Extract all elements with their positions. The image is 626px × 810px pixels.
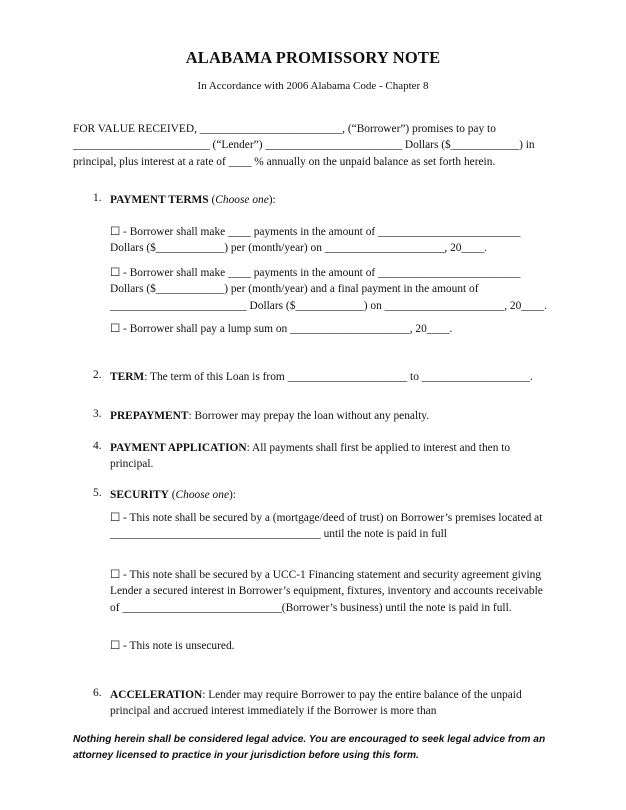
section-2-heading: TERM xyxy=(110,371,145,383)
section-5-heading-line xyxy=(110,487,555,503)
section-2-text: : The term of this Loan is from _____________________ to ___________________. xyxy=(144,371,533,383)
section-1-choose-note: Choose one xyxy=(215,194,269,206)
security-option-1: ☐ - This note shall be secured by a (mortgage/deed of trust) on Borrower’s premises located at _____________________________________ until the note is paid in full xyxy=(110,512,543,541)
section-1-heading-end: ): xyxy=(268,194,276,206)
section-1-number: 1. xyxy=(93,192,102,204)
section-5-heading-end: ): xyxy=(229,489,236,501)
section-5-heading-paren: ( xyxy=(168,489,176,501)
section-4-payment-application xyxy=(110,440,555,473)
intro-paragraph: FOR VALUE RECEIVED, _________________________, (“Borrower”) promises to pay to ________________________ (“Lender”) ________________________ Dollars ($____________) in principal, plus interest at a rate of ____ % annually on the unpaid balance as set forth herein. xyxy=(73,123,535,168)
section-3-number: 3. xyxy=(93,408,102,420)
section-5-heading: SECURITY xyxy=(110,489,169,501)
section-6-heading: ACCELERATION xyxy=(110,689,203,701)
section-2-term xyxy=(110,369,555,385)
section-5-number: 5. xyxy=(93,487,102,499)
section-4-text: : All payments shall first be applied to interest and then to principal. xyxy=(110,442,511,471)
section-3-text: : Borrower may prepay the loan without any penalty. xyxy=(188,410,430,422)
section-4-heading: PAYMENT APPLICATION xyxy=(110,442,247,454)
security-option-3: ☐ - This note is unsecured. xyxy=(110,640,235,652)
section-1-heading-line xyxy=(110,192,555,208)
section-6-number: 6. xyxy=(93,687,102,699)
section-4-number: 4. xyxy=(93,440,102,452)
section-5-choose-note: Choose one xyxy=(175,489,229,501)
payment-option-3: ☐ - Borrower shall pay a lump sum on _____________________, 20____. xyxy=(110,323,453,335)
security-option-2: ☐ - This note shall be secured by a UCC-1 Financing statement and security agreement giving Lender a secured interest in Borrower’s equipment, fixtures, inventory and accounts receivable of ____________________________(Borrower’s business) until the note is paid in full. xyxy=(110,569,543,614)
section-3-prepayment xyxy=(110,408,555,424)
legal-disclaimer: Nothing herein shall be considered legal advice. You are encouraged to seek legal advice from an attorney licensed to practice in your jurisdiction before using this form. xyxy=(73,734,546,761)
section-3-heading: PREPAYMENT xyxy=(110,410,189,422)
section-1-heading-paren: ( xyxy=(208,194,216,206)
document-subtitle: In Accordance with 2006 Alabama Code - Chapter 8 xyxy=(197,80,429,92)
payment-option-2: ☐ - Borrower shall make ____ payments in the amount of _________________________ Dollars ($____________) per (month/year) and a final payment in the amount of ________________________ Dollars ($____________) on _____________________, 20____. xyxy=(110,267,547,312)
section-1-heading: PAYMENT TERMS xyxy=(110,194,209,206)
section-6-text: : Lender may require Borrower to pay the entire balance of the unpaid principal and accrued interest immediately if the Borrower is more than xyxy=(110,689,522,718)
section-6-acceleration xyxy=(110,687,555,720)
section-2-number: 2. xyxy=(93,369,102,381)
document-title: ALABAMA PROMISSORY NOTE xyxy=(185,48,441,67)
payment-option-1: ☐ - Borrower shall make ____ payments in the amount of _________________________ Dollars ($____________) per (month/year) on _____________________, 20____. xyxy=(110,226,521,255)
